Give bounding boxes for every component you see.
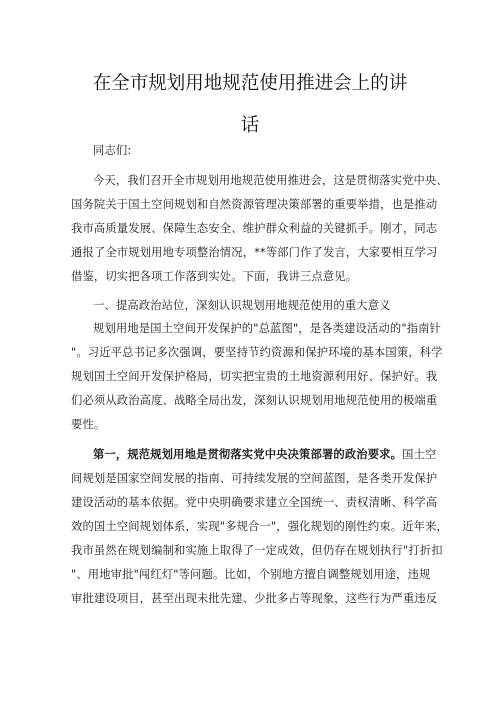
paragraph-line: 我市高质量发展、保障生态安全、维护群众利益的关键抓手。刚才，同志 <box>71 222 438 235</box>
paragraph-line: 通报了全市规划用地专项整治情况，**等部门作了发言，大家要相互学习 <box>71 246 438 259</box>
section-heading: 一、提高政治站位，深刻认识规划用地规范使用的重大意义 <box>93 299 391 312</box>
paragraph-text: 国土空 <box>402 448 437 461</box>
paragraph-line: 我市虽然在规划编制和实施上取得了一定成效，但仍存在规划执行"打折扣 <box>71 544 443 557</box>
document-title-line-2: 话 <box>240 115 260 136</box>
point-heading: 第一，规范规划用地是贯彻落实党中央决策部署的政治要求。 <box>93 448 403 461</box>
paragraph-line: 国务院关于国土空间规划和自然资源管理决策部署的重要举措，也是推动 <box>71 198 438 211</box>
paragraph-line: 效的国土空间规划体系，实现"多规合一"，强化规划的刚性约束。近年来， <box>71 520 448 533</box>
paragraph-line: 规划用地是国土空间开发保护的"总蓝图"，是各类建设活动的"指南针 <box>93 322 442 335</box>
salutation: 同志们: <box>93 144 132 157</box>
paragraph-line: 审批建设项目，甚至出现未批先建、少批多占等现象，这些行为严重违反 <box>71 592 438 605</box>
paragraph-line: 规划国土空间开发保护格局，切实把宝贵的土地资源利用好、保护好。我 <box>71 370 438 383</box>
paragraph-line: 借鉴，切实把各项工作落到实处。下面，我讲三点意见。 <box>71 270 358 283</box>
document-title-line-1: 在全市规划用地规范使用推进会上的讲 <box>92 73 408 94</box>
paragraph-line: 建设活动的基本依据。党中央明确要求建立全国统一、责权清晰、科学高 <box>71 496 438 509</box>
paragraph-line: 要性。 <box>71 418 106 431</box>
paragraph-line: "。习近平总书记多次强调，要坚持节约资源和保护环境的基本国策，科学 <box>71 346 443 359</box>
paragraph-line: "、用地审批"闯红灯"等问题。比如，个别地方擅自调整规划用途，违规 <box>71 568 431 581</box>
paragraph-line: 间规划是国家空间发展的指南、可持续发展的空间蓝图，是各类开发保护 <box>71 472 438 485</box>
paragraph-line: 们必须从政治高度、战略全局出发，深刻认识规划用地规范使用的极端重 <box>71 394 438 407</box>
paragraph-line <box>93 447 437 463</box>
paragraph-line: 今天，我们召开全市规划用地规范使用推进会，这是贯彻落实党中央、 <box>93 174 448 187</box>
